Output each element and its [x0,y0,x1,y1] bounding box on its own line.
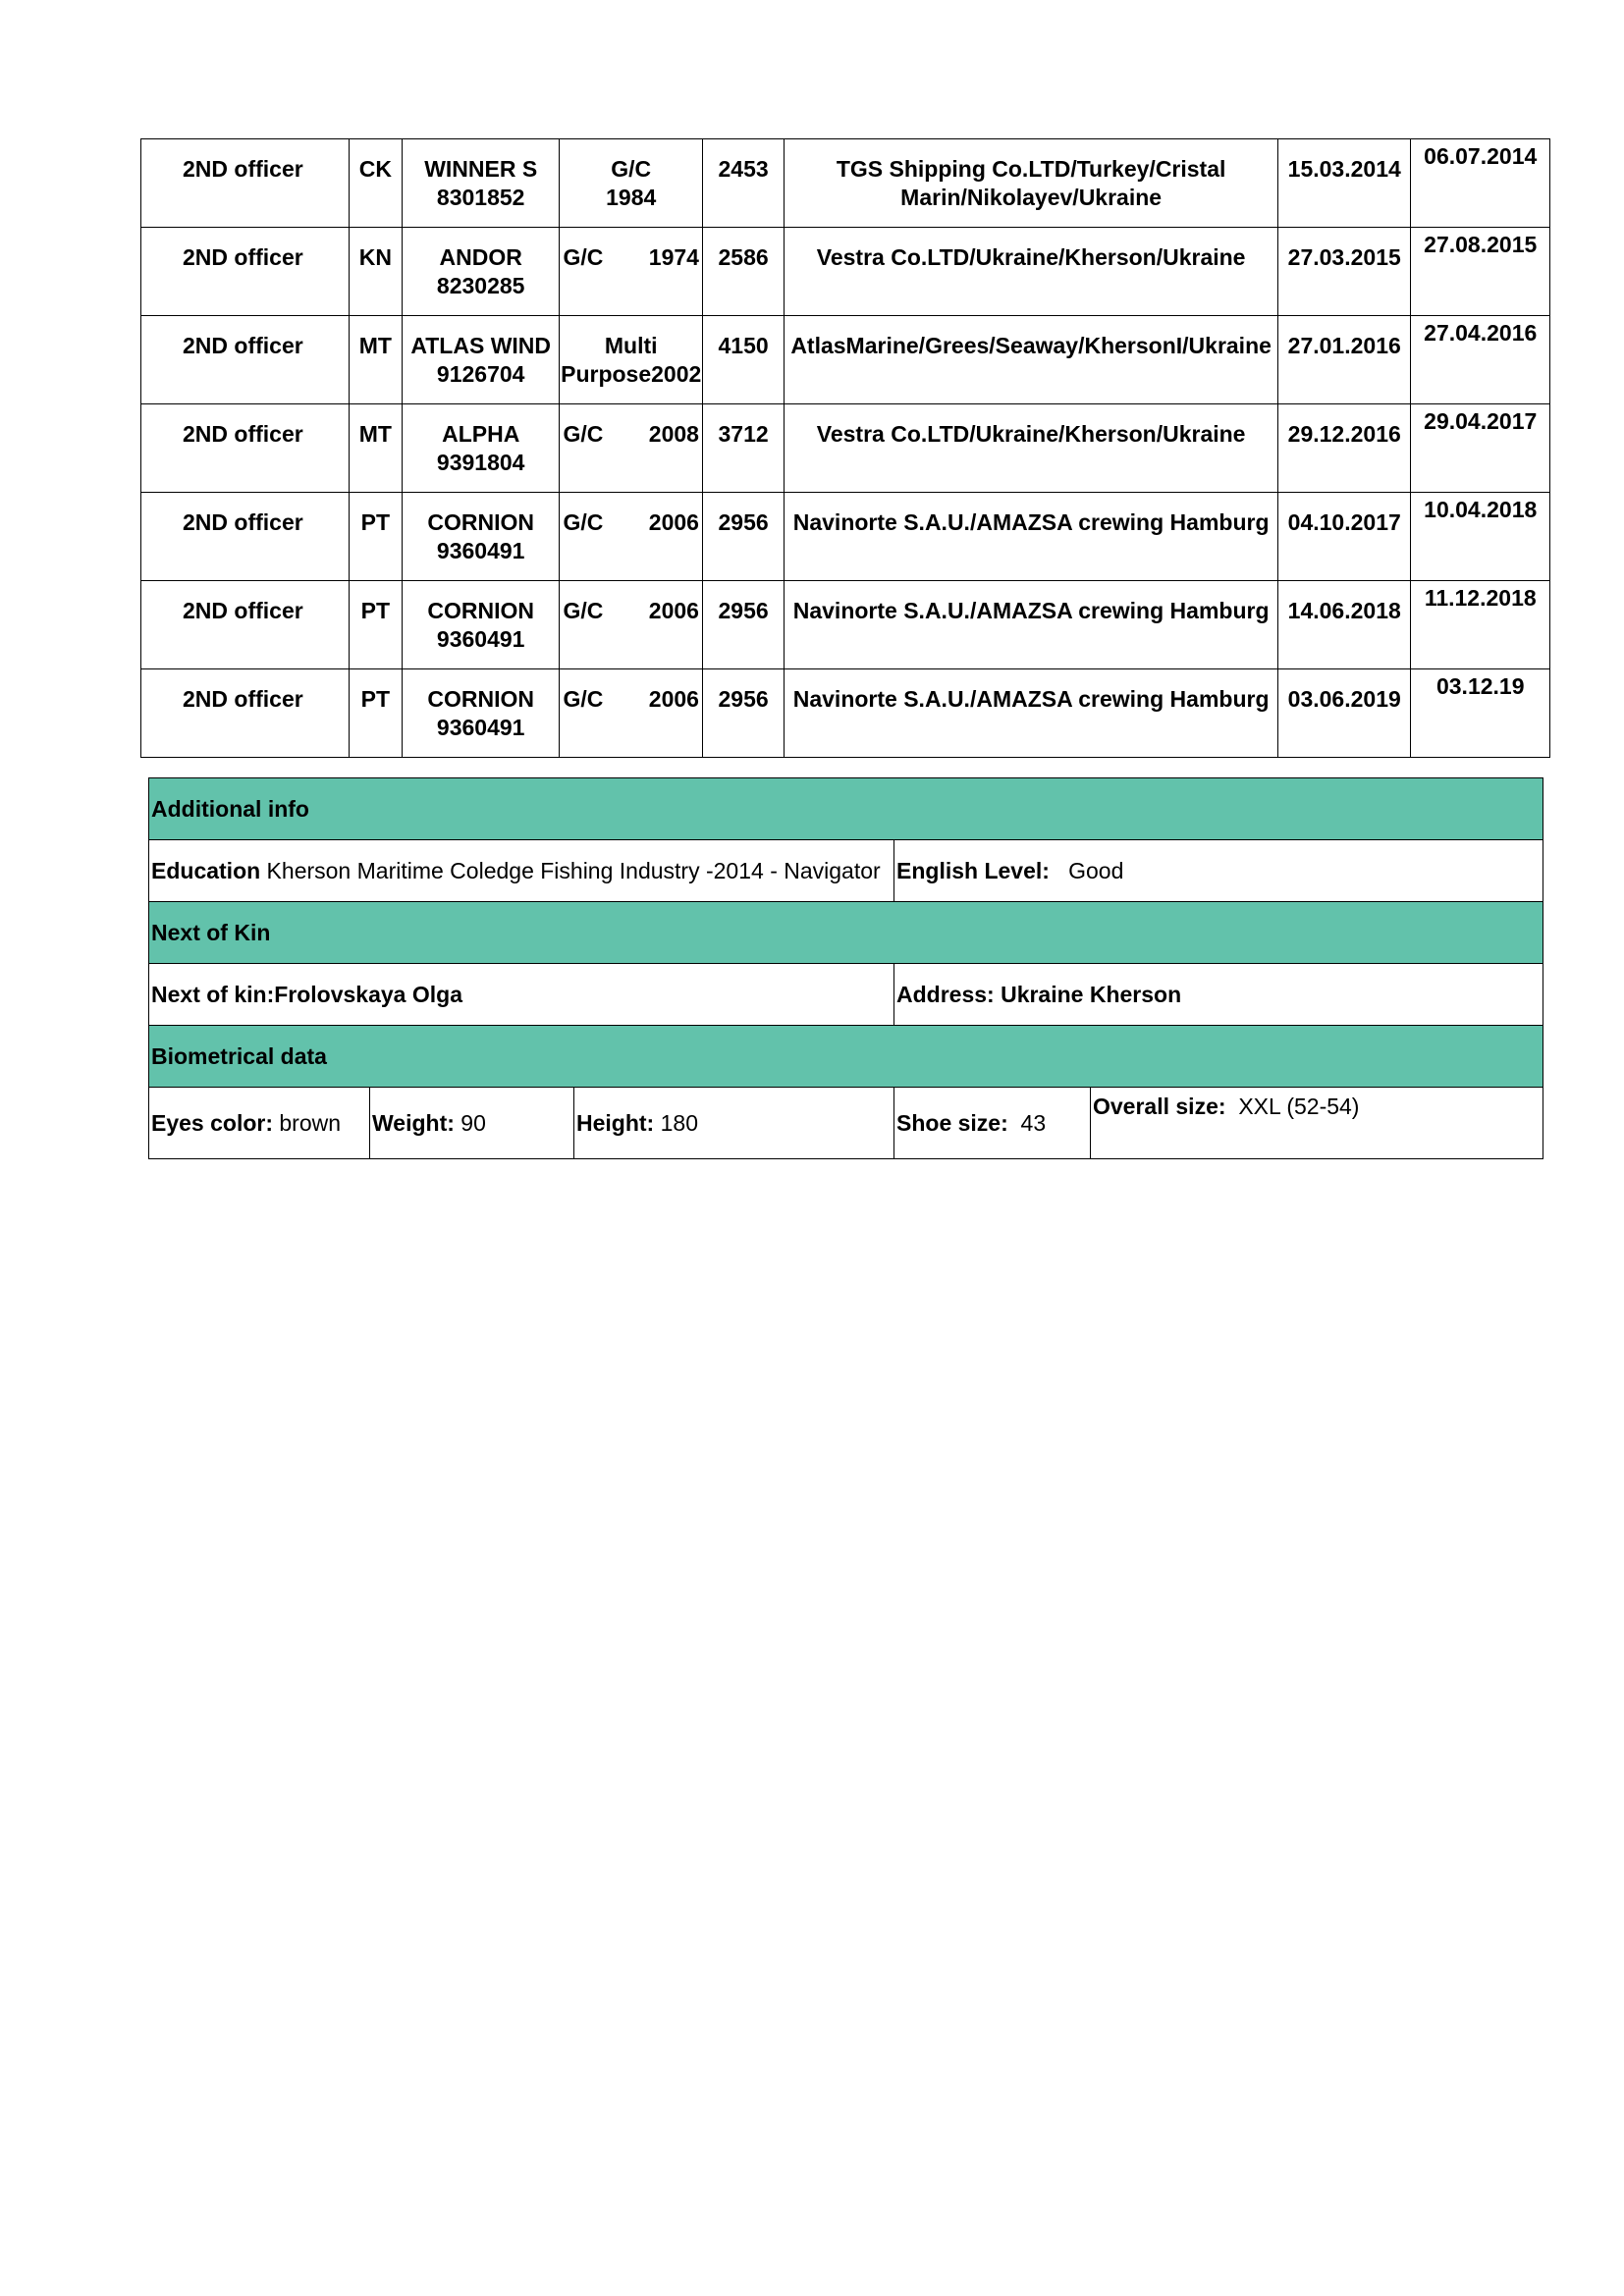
weight-label: Weight: [372,1109,455,1136]
dwt-cell [702,581,784,669]
rank-cell [141,228,350,316]
vessel-imo: 9360491 [436,538,525,563]
vessel-cell [402,228,560,316]
next-of-kin-address: Address: Ukraine Kherson [894,964,1543,1026]
weight-value: 90 [454,1109,486,1136]
owner-cell [785,228,1278,316]
date-to-cell [1411,139,1550,228]
owner-line-1: Vestra Co.LTD/Ukraine/Kherson/Ukraine [816,421,1246,447]
rank: 2ND officer [183,333,303,358]
dwt: 4150 [718,333,769,358]
year-built: 2006 [648,509,699,535]
eyes-color-label: Eyes color: [151,1109,273,1136]
owner-line-1: Navinorte S.A.U./AMAZSA crewing Hamburg [792,686,1270,712]
date-from: 14.06.2018 [1287,598,1401,623]
vessel-cell [402,404,560,493]
vessel-type: G/C [611,156,652,182]
flag-cell [349,581,402,669]
date-to-cell [1411,669,1550,758]
owner-cell [785,404,1278,493]
vessel-name: ANDOR [439,244,522,270]
dwt-cell [702,493,784,581]
rank: 2ND officer [183,509,303,535]
rank: 2ND officer [183,156,303,182]
type-cell [560,139,703,228]
date-to: 11.12.2018 [1424,585,1537,611]
date-from-cell [1278,316,1411,404]
dwt: 2586 [718,244,769,270]
dwt: 2956 [718,686,769,712]
flag-cell [349,493,402,581]
vessel-cell [402,316,560,404]
flag: CK [358,156,392,182]
sea-service-row [141,139,1550,228]
vessel-name: ATLAS WIND [410,333,552,358]
date-to: 27.04.2016 [1424,320,1538,346]
flag-cell [349,139,402,228]
dwt: 3712 [718,421,769,447]
sea-service-row [141,404,1550,493]
date-from-cell [1278,228,1411,316]
date-from: 15.03.2014 [1287,156,1401,182]
rank-cell [141,581,350,669]
dwt-cell [702,316,784,404]
vessel-name: ALPHA [442,421,520,447]
height-label: Height: [576,1109,655,1136]
type-cell [560,493,703,581]
vessel-type: G/C [563,509,604,535]
sea-service-row [141,316,1550,404]
vessel-type: Multi [604,333,658,358]
shoe-size-label: Shoe size: [896,1109,1008,1136]
flag-cell [349,669,402,758]
year-built: 1984 [606,185,657,210]
education-label: Education [151,857,261,883]
height-value: 180 [654,1109,698,1136]
vessel-imo: 9391804 [436,450,525,475]
date-to: 29.04.2017 [1424,408,1538,434]
additional-info-header: Additional info [149,778,1543,840]
biometrical-header: Biometrical data [149,1026,1543,1088]
vessel-type: G/C [563,598,604,623]
dwt: 2956 [718,598,769,623]
sea-service-row [141,581,1550,669]
owner-line-2: Marin/Nikolayev/Ukraine [900,185,1163,210]
owner-cell [785,581,1278,669]
rank: 2ND officer [183,421,303,447]
date-to: 27.08.2015 [1424,232,1538,257]
dwt: 2956 [718,509,769,535]
year-built: 1974 [648,244,699,270]
flag-cell [349,316,402,404]
date-to: 03.12.19 [1435,673,1525,699]
next-of-kin-name: Next of kin:Frolovskaya Olga [149,964,894,1026]
date-from-cell [1278,404,1411,493]
dwt-cell [702,404,784,493]
type-cell [560,669,703,758]
date-to: 10.04.2018 [1424,497,1538,522]
year-built: Purpose2002 [561,361,702,387]
overall-size-cell [1091,1088,1543,1159]
flag: MT [358,333,392,358]
date-from-cell [1278,581,1411,669]
shoe-size-cell [894,1088,1091,1159]
type-cell [560,581,703,669]
type-cell [560,404,703,493]
education-cell [149,840,894,902]
rank-cell [141,316,350,404]
date-to-cell [1411,316,1550,404]
english-level-cell [894,840,1543,902]
vessel-imo: 8301852 [436,185,525,210]
date-to: 06.07.2014 [1424,143,1538,169]
vessel-cell [402,493,560,581]
eyes-color-cell [149,1088,370,1159]
eyes-color-value: brown [273,1109,342,1136]
rank: 2ND officer [183,686,303,712]
vessel-imo: 9360491 [436,626,525,652]
vessel-type: G/C [563,421,604,447]
date-from: 27.01.2016 [1287,333,1401,358]
sea-service-row [141,228,1550,316]
date-from: 04.10.2017 [1287,509,1401,535]
owner-cell [785,493,1278,581]
dwt: 2453 [718,156,769,182]
year-built: 2008 [648,421,699,447]
height-cell [574,1088,894,1159]
vessel-imo: 9360491 [436,715,525,740]
vessel-cell [402,139,560,228]
flag: PT [360,686,391,712]
flag: MT [358,421,392,447]
owner-cell [785,316,1278,404]
rank-cell [141,404,350,493]
year-built: 2006 [648,686,699,712]
rank: 2ND officer [183,244,303,270]
year-built: 2006 [648,598,699,623]
flag: PT [360,509,391,535]
vessel-name: CORNION [427,686,534,712]
date-from-cell [1278,493,1411,581]
sea-service-rows [141,139,1550,758]
rank-cell [141,139,350,228]
date-from: 27.03.2015 [1287,244,1401,270]
type-cell [560,228,703,316]
sea-service-table [140,138,1550,758]
flag-cell [349,228,402,316]
date-from: 29.12.2016 [1287,421,1401,447]
education-value: Kherson Maritime Coledge Fishing Industry -2014 - Navigator [260,857,881,883]
type-cell [560,316,703,404]
date-from-cell [1278,669,1411,758]
vessel-imo: 9126704 [436,361,525,387]
vessel-name: WINNER S [424,156,538,182]
vessel-type: G/C [563,244,604,270]
english-level-label: English Level: [896,857,1050,883]
next-of-kin-header: Next of Kin [149,902,1543,964]
rank-cell [141,493,350,581]
owner-cell [785,139,1278,228]
owner-line-1: AtlasMarine/Grees/Seaway/KhersonI/Ukraine [790,333,1272,358]
rank: 2ND officer [183,598,303,623]
date-to-cell [1411,404,1550,493]
date-to-cell [1411,493,1550,581]
owner-cell [785,669,1278,758]
overall-size-value: XXL (52-54) [1238,1094,1360,1119]
flag: KN [358,244,392,270]
overall-size-label: Overall size: [1093,1094,1226,1119]
shoe-size-value: 43 [1020,1109,1047,1136]
date-to-cell [1411,581,1550,669]
owner-line-1: TGS Shipping Co.LTD/Turkey/Cristal [836,156,1226,182]
weight-cell [370,1088,574,1159]
owner-line-1: Navinorte S.A.U./AMAZSA crewing Hamburg [792,598,1270,623]
dwt-cell [702,139,784,228]
vessel-cell [402,581,560,669]
flag: PT [360,598,391,623]
date-to-cell [1411,228,1550,316]
vessel-imo: 8230285 [436,273,525,298]
vessel-type: G/C [563,686,604,712]
flag-cell [349,404,402,493]
dwt-cell [702,669,784,758]
date-from: 03.06.2019 [1287,686,1401,712]
rank-cell [141,669,350,758]
sea-service-row [141,669,1550,758]
sea-service-row [141,493,1550,581]
english-level-value: Good [1068,857,1124,883]
vessel-name: CORNION [427,598,534,623]
dwt-cell [702,228,784,316]
owner-line-1: Navinorte S.A.U./AMAZSA crewing Hamburg [792,509,1270,535]
info-table [148,777,1543,1159]
vessel-name: CORNION [427,509,534,535]
date-from-cell [1278,139,1411,228]
owner-line-1: Vestra Co.LTD/Ukraine/Kherson/Ukraine [816,244,1246,270]
vessel-cell [402,669,560,758]
